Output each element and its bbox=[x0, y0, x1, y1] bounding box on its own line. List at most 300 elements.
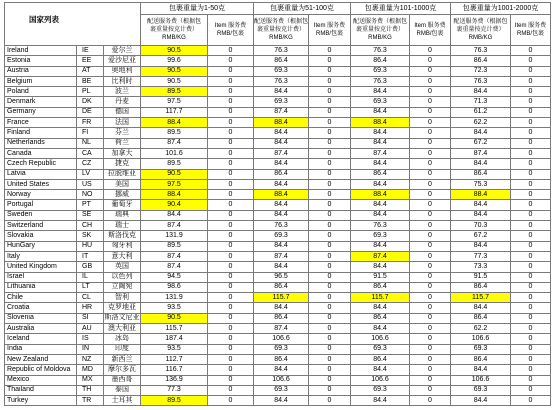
item-fee-cell: 0 bbox=[208, 303, 254, 313]
delivery-fee-cell: 88.4 bbox=[351, 118, 410, 128]
country-name-cell: Chile bbox=[5, 293, 77, 303]
delivery-fee-cell: 86.4 bbox=[254, 314, 309, 324]
item-fee-cell: 0 bbox=[208, 345, 254, 355]
item-fee-cell: 0 bbox=[309, 273, 351, 283]
item-fee-cell: 0 bbox=[309, 396, 351, 406]
table-row bbox=[5, 324, 551, 334]
country-chinese-name-cell: 丹麦 bbox=[104, 97, 141, 107]
weight-group-header: 包裹重量为1-50克 bbox=[141, 3, 254, 15]
delivery-fee-cell: 70.3 bbox=[451, 221, 511, 231]
delivery-fee-cell: 71.3 bbox=[451, 97, 511, 107]
table-row bbox=[5, 334, 551, 344]
country-chinese-name-cell: 加拿大 bbox=[104, 149, 141, 159]
table-header bbox=[5, 3, 551, 46]
table-row bbox=[5, 231, 551, 241]
delivery-fee-header-line: 配送服务费（根据包 bbox=[352, 19, 407, 25]
country-name-cell: Austria bbox=[5, 67, 77, 77]
delivery-fee-cell: 86.4 bbox=[451, 355, 511, 365]
country-code-cell: EE bbox=[77, 56, 104, 66]
item-fee-header bbox=[208, 15, 254, 46]
delivery-fee-cell: 84.4 bbox=[254, 396, 309, 406]
table-row bbox=[5, 180, 551, 190]
item-fee-cell: 0 bbox=[511, 303, 551, 313]
country-chinese-name-cell: 立陶宛 bbox=[104, 283, 141, 293]
delivery-fee-cell: 88.4 bbox=[254, 190, 309, 200]
item-fee-cell: 0 bbox=[208, 139, 254, 149]
delivery-fee-cell: 86.4 bbox=[451, 170, 511, 180]
item-fee-cell: 0 bbox=[309, 334, 351, 344]
country-name-cell: Iceland bbox=[5, 334, 77, 344]
item-fee-cell: 0 bbox=[309, 303, 351, 313]
country-name-cell: Lithuania bbox=[5, 283, 77, 293]
country-chinese-name-cell: 斯洛伐克 bbox=[104, 231, 141, 241]
item-fee-cell: 0 bbox=[410, 200, 451, 210]
item-fee-cell: 0 bbox=[511, 283, 551, 293]
item-fee-header-line: RMB/包裹 bbox=[216, 31, 244, 37]
item-fee-cell: 0 bbox=[410, 139, 451, 149]
item-fee-cell: 0 bbox=[208, 46, 254, 56]
delivery-fee-cell: 106.6 bbox=[351, 334, 410, 344]
item-fee-cell: 0 bbox=[208, 242, 254, 252]
item-fee-cell: 0 bbox=[309, 190, 351, 200]
delivery-fee-cell: 84.4 bbox=[451, 211, 511, 221]
country-code-cell: CL bbox=[77, 293, 104, 303]
item-fee-cell: 0 bbox=[511, 242, 551, 252]
country-chinese-name-cell: 英国 bbox=[104, 262, 141, 272]
table-row bbox=[5, 77, 551, 87]
country-name-cell: HunGary bbox=[5, 242, 77, 252]
item-fee-cell: 0 bbox=[208, 159, 254, 169]
delivery-fee-cell: 86.4 bbox=[351, 355, 410, 365]
item-fee-cell: 0 bbox=[410, 211, 451, 221]
item-fee-cell: 0 bbox=[511, 376, 551, 386]
item-fee-header bbox=[410, 15, 451, 46]
country-chinese-name-cell: 匈牙利 bbox=[104, 242, 141, 252]
item-fee-cell: 0 bbox=[208, 252, 254, 262]
delivery-fee-cell: 73.3 bbox=[451, 262, 511, 272]
delivery-fee-cell: 69.3 bbox=[351, 386, 410, 396]
delivery-fee-cell: 87.4 bbox=[254, 324, 309, 334]
country-code-cell: SI bbox=[77, 314, 104, 324]
item-fee-cell: 0 bbox=[410, 303, 451, 313]
item-fee-header-line: RMB/包裹 bbox=[315, 31, 343, 37]
item-fee-cell: 0 bbox=[208, 211, 254, 221]
delivery-fee-header-line: 配送服务费（根据包 bbox=[254, 19, 309, 25]
delivery-fee-cell: 84.4 bbox=[351, 324, 410, 334]
delivery-fee-cell: 187.4 bbox=[141, 334, 208, 344]
item-fee-cell: 0 bbox=[410, 190, 451, 200]
country-chinese-name-cell: 克罗地亚 bbox=[104, 303, 141, 313]
item-fee-cell: 0 bbox=[309, 77, 351, 87]
delivery-fee-cell: 90.5 bbox=[141, 77, 208, 87]
country-code-cell: CA bbox=[77, 149, 104, 159]
delivery-fee-cell: 97.5 bbox=[141, 97, 208, 107]
country-name-cell: New Zealand bbox=[5, 355, 77, 365]
table-row bbox=[5, 283, 551, 293]
item-fee-cell: 0 bbox=[410, 365, 451, 375]
weight-group-header: 包裹重量为101-1000克 bbox=[351, 3, 451, 15]
item-fee-cell: 0 bbox=[208, 97, 254, 107]
item-fee-cell: 0 bbox=[511, 56, 551, 66]
item-fee-cell: 0 bbox=[511, 293, 551, 303]
delivery-fee-cell: 86.4 bbox=[351, 314, 410, 324]
item-fee-cell: 0 bbox=[410, 293, 451, 303]
weight-group-header: 包裹重量为51-100克 bbox=[254, 3, 351, 15]
country-chinese-name-cell: 瑞典 bbox=[104, 211, 141, 221]
item-fee-cell: 0 bbox=[208, 273, 254, 283]
item-fee-cell: 0 bbox=[410, 170, 451, 180]
item-fee-cell: 0 bbox=[309, 149, 351, 159]
country-chinese-name-cell: 爱尔兰 bbox=[104, 46, 141, 56]
delivery-fee-cell: 89.5 bbox=[141, 128, 208, 138]
country-chinese-name-cell: 拉脱维亚 bbox=[104, 170, 141, 180]
item-fee-cell: 0 bbox=[511, 396, 551, 406]
delivery-fee-cell: 84.4 bbox=[451, 242, 511, 252]
table-row bbox=[5, 221, 551, 231]
country-name-cell: Thailand bbox=[5, 386, 77, 396]
delivery-fee-header-line: 裹重量按克计费） bbox=[149, 27, 198, 33]
country-code-cell: FI bbox=[77, 128, 104, 138]
country-chinese-name-cell: 比利时 bbox=[104, 77, 141, 87]
table-row bbox=[5, 386, 551, 396]
country-code-cell: NZ bbox=[77, 355, 104, 365]
country-chinese-name-cell: 葡萄牙 bbox=[104, 200, 141, 210]
item-fee-cell: 0 bbox=[309, 355, 351, 365]
delivery-fee-cell: 88.4 bbox=[254, 118, 309, 128]
country-chinese-name-cell: 智利 bbox=[104, 293, 141, 303]
delivery-fee-cell: 89.5 bbox=[141, 159, 208, 169]
item-fee-header bbox=[309, 15, 351, 46]
weight-group-header: 包裹重量为1001-2000克 bbox=[451, 3, 551, 15]
item-fee-cell: 0 bbox=[511, 97, 551, 107]
item-fee-cell: 0 bbox=[410, 314, 451, 324]
item-fee-cell: 0 bbox=[511, 324, 551, 334]
delivery-fee-cell: 84.4 bbox=[254, 262, 309, 272]
delivery-fee-cell: 69.3 bbox=[254, 67, 309, 77]
item-fee-cell: 0 bbox=[309, 376, 351, 386]
delivery-fee-header-line: 配送服务费（根据包 bbox=[453, 19, 508, 25]
country-name-cell: Israel bbox=[5, 273, 77, 283]
item-fee-cell: 0 bbox=[208, 190, 254, 200]
delivery-fee-cell: 136.9 bbox=[141, 376, 208, 386]
item-fee-cell: 0 bbox=[208, 396, 254, 406]
item-fee-cell: 0 bbox=[511, 211, 551, 221]
country-code-cell: LT bbox=[77, 283, 104, 293]
delivery-fee-cell: 84.4 bbox=[254, 200, 309, 210]
item-fee-cell: 0 bbox=[410, 283, 451, 293]
country-chinese-name-cell: 意大利 bbox=[104, 252, 141, 262]
delivery-fee-header-line: 裹重量按克计费） bbox=[256, 27, 305, 33]
item-fee-cell: 0 bbox=[410, 118, 451, 128]
item-fee-cell: 0 bbox=[309, 67, 351, 77]
item-fee-cell: 0 bbox=[208, 56, 254, 66]
item-fee-header-line: RMB/包裹 bbox=[416, 31, 444, 37]
delivery-fee-cell: 106.6 bbox=[351, 376, 410, 386]
delivery-fee-cell: 106.6 bbox=[254, 376, 309, 386]
country-chinese-name-cell: 捷克 bbox=[104, 159, 141, 169]
delivery-fee-cell: 87.4 bbox=[141, 252, 208, 262]
table-row bbox=[5, 211, 551, 221]
delivery-fee-cell: 86.4 bbox=[351, 56, 410, 66]
delivery-fee-cell: 87.4 bbox=[351, 252, 410, 262]
country-name-cell: Turkey bbox=[5, 396, 77, 406]
delivery-fee-cell: 69.3 bbox=[254, 97, 309, 107]
delivery-fee-cell: 94.5 bbox=[141, 273, 208, 283]
country-code-cell: IN bbox=[77, 345, 104, 355]
item-fee-cell: 0 bbox=[309, 314, 351, 324]
delivery-fee-cell: 99.6 bbox=[141, 56, 208, 66]
item-fee-cell: 0 bbox=[410, 262, 451, 272]
country-code-cell: NO bbox=[77, 190, 104, 200]
country-chinese-name-cell: 泰国 bbox=[104, 386, 141, 396]
delivery-fee-cell: 87.4 bbox=[351, 149, 410, 159]
item-fee-cell: 0 bbox=[410, 231, 451, 241]
table-row bbox=[5, 345, 551, 355]
item-fee-cell: 0 bbox=[309, 211, 351, 221]
delivery-fee-cell: 77.3 bbox=[141, 386, 208, 396]
country-name-cell: Mexico bbox=[5, 376, 77, 386]
item-fee-cell: 0 bbox=[511, 314, 551, 324]
country-name-cell: Slovakia bbox=[5, 231, 77, 241]
table-row bbox=[5, 67, 551, 77]
country-name-cell: United Kingdom bbox=[5, 262, 77, 272]
country-name-cell: Germany bbox=[5, 108, 77, 118]
item-fee-cell: 0 bbox=[309, 118, 351, 128]
delivery-fee-cell: 86.4 bbox=[351, 170, 410, 180]
country-name-cell: Latvia bbox=[5, 170, 77, 180]
country-code-cell: GB bbox=[77, 262, 104, 272]
item-fee-cell: 0 bbox=[208, 283, 254, 293]
delivery-fee-cell: 61.2 bbox=[451, 108, 511, 118]
item-fee-cell: 0 bbox=[309, 345, 351, 355]
item-fee-cell: 0 bbox=[208, 77, 254, 87]
delivery-fee-cell: 84.4 bbox=[351, 211, 410, 221]
delivery-fee-cell: 90.5 bbox=[141, 314, 208, 324]
country-chinese-name-cell: 法国 bbox=[104, 118, 141, 128]
country-name-cell: France bbox=[5, 118, 77, 128]
delivery-fee-cell: 131.9 bbox=[141, 231, 208, 241]
item-fee-cell: 0 bbox=[208, 231, 254, 241]
item-fee-cell: 0 bbox=[309, 46, 351, 56]
country-name-cell: Czech Republic bbox=[5, 159, 77, 169]
delivery-fee-cell: 72.3 bbox=[451, 67, 511, 77]
country-code-cell: IT bbox=[77, 252, 104, 262]
delivery-fee-cell: 87.4 bbox=[141, 262, 208, 272]
delivery-fee-cell: 69.3 bbox=[351, 345, 410, 355]
item-fee-cell: 0 bbox=[511, 118, 551, 128]
item-fee-cell: 0 bbox=[511, 273, 551, 283]
delivery-fee-cell: 69.3 bbox=[451, 386, 511, 396]
table-row bbox=[5, 87, 551, 97]
delivery-fee-cell: 117.7 bbox=[141, 108, 208, 118]
delivery-fee-cell: 97.5 bbox=[141, 180, 208, 190]
delivery-fee-cell: 75.3 bbox=[451, 180, 511, 190]
item-fee-cell: 0 bbox=[309, 252, 351, 262]
country-name-cell: Italy bbox=[5, 252, 77, 262]
item-fee-cell: 0 bbox=[309, 200, 351, 210]
delivery-fee-cell: 76.3 bbox=[351, 221, 410, 231]
delivery-fee-cell: 84.4 bbox=[254, 159, 309, 169]
item-fee-cell: 0 bbox=[511, 67, 551, 77]
delivery-fee-cell: 86.4 bbox=[254, 56, 309, 66]
country-chinese-name-cell: 荷兰 bbox=[104, 139, 141, 149]
item-fee-cell: 0 bbox=[511, 386, 551, 396]
country-chinese-name-cell: 爱沙尼亚 bbox=[104, 56, 141, 66]
country-chinese-name-cell: 美国 bbox=[104, 180, 141, 190]
delivery-fee-cell: 69.3 bbox=[451, 345, 511, 355]
item-fee-cell: 0 bbox=[208, 180, 254, 190]
item-fee-cell: 0 bbox=[410, 128, 451, 138]
delivery-fee-header-line: 裹重量按克计费） bbox=[355, 27, 404, 33]
country-name-cell: Estonia bbox=[5, 56, 77, 66]
table-row bbox=[5, 200, 551, 210]
item-fee-cell: 0 bbox=[511, 108, 551, 118]
item-fee-cell: 0 bbox=[410, 67, 451, 77]
delivery-fee-header-line: 配送服务费（根据包 bbox=[146, 19, 201, 25]
country-name-cell: Republic of Moldova bbox=[5, 365, 77, 375]
delivery-fee-cell: 76.3 bbox=[254, 46, 309, 56]
delivery-fee-cell: 90.5 bbox=[141, 67, 208, 77]
table-row bbox=[5, 365, 551, 375]
item-fee-cell: 0 bbox=[208, 108, 254, 118]
item-fee-cell: 0 bbox=[309, 386, 351, 396]
country-name-cell: Australia bbox=[5, 324, 77, 334]
delivery-fee-cell: 106.6 bbox=[254, 334, 309, 344]
delivery-fee-cell: 84.4 bbox=[351, 108, 410, 118]
delivery-fee-cell: 101.6 bbox=[141, 149, 208, 159]
country-chinese-name-cell: 摩尔多瓦 bbox=[104, 365, 141, 375]
item-fee-cell: 0 bbox=[410, 159, 451, 169]
table-row bbox=[5, 128, 551, 138]
item-fee-cell: 0 bbox=[511, 170, 551, 180]
country-code-cell: AT bbox=[77, 67, 104, 77]
delivery-fee-cell: 89.5 bbox=[141, 242, 208, 252]
delivery-fee-cell: 84.4 bbox=[351, 200, 410, 210]
delivery-fee-cell: 96.5 bbox=[254, 273, 309, 283]
item-fee-cell: 0 bbox=[511, 139, 551, 149]
country-name-cell: Sweden bbox=[5, 211, 77, 221]
delivery-fee-cell: 84.4 bbox=[351, 242, 410, 252]
delivery-fee-cell: 69.3 bbox=[254, 345, 309, 355]
country-name-cell: Slovenia bbox=[5, 314, 77, 324]
delivery-fee-cell: 84.4 bbox=[254, 303, 309, 313]
country-code-cell: DK bbox=[77, 97, 104, 107]
item-fee-cell: 0 bbox=[208, 118, 254, 128]
item-fee-cell: 0 bbox=[309, 262, 351, 272]
delivery-fee-cell: 115.7 bbox=[351, 293, 410, 303]
delivery-fee-cell: 67.2 bbox=[451, 231, 511, 241]
delivery-fee-cell: 84.4 bbox=[141, 211, 208, 221]
delivery-fee-cell: 87.4 bbox=[254, 108, 309, 118]
delivery-fee-cell: 88.4 bbox=[351, 190, 410, 200]
country-code-cell: SE bbox=[77, 211, 104, 221]
country-code-cell: CH bbox=[77, 221, 104, 231]
country-code-cell: SK bbox=[77, 231, 104, 241]
delivery-fee-cell: 115.7 bbox=[141, 324, 208, 334]
item-fee-cell: 0 bbox=[511, 149, 551, 159]
item-fee-cell: 0 bbox=[410, 324, 451, 334]
item-fee-header-line: Item 服务费 bbox=[414, 23, 446, 29]
item-fee-cell: 0 bbox=[511, 77, 551, 87]
country-code-cell: US bbox=[77, 180, 104, 190]
country-code-cell: MX bbox=[77, 376, 104, 386]
item-fee-header-line: Item 服务费 bbox=[313, 23, 346, 29]
delivery-fee-cell: 84.4 bbox=[351, 87, 410, 97]
table-row bbox=[5, 56, 551, 66]
table-row bbox=[5, 159, 551, 169]
table-row bbox=[5, 273, 551, 283]
item-fee-cell: 0 bbox=[208, 355, 254, 365]
item-fee-cell: 0 bbox=[208, 386, 254, 396]
delivery-fee-cell: 90.5 bbox=[141, 170, 208, 180]
delivery-fee-cell: 84.4 bbox=[351, 139, 410, 149]
delivery-fee-cell: 98.6 bbox=[141, 283, 208, 293]
item-fee-cell: 0 bbox=[208, 87, 254, 97]
table-row bbox=[5, 46, 551, 56]
delivery-fee-cell: 76.3 bbox=[254, 221, 309, 231]
country-code-cell: BE bbox=[77, 77, 104, 87]
delivery-fee-cell: 86.4 bbox=[451, 283, 511, 293]
item-fee-cell: 0 bbox=[208, 170, 254, 180]
item-fee-cell: 0 bbox=[309, 231, 351, 241]
item-fee-cell: 0 bbox=[410, 386, 451, 396]
delivery-fee-header-line: RMB/KG bbox=[368, 35, 392, 41]
item-fee-cell: 0 bbox=[410, 273, 451, 283]
item-fee-cell: 0 bbox=[410, 149, 451, 159]
delivery-fee-header bbox=[141, 15, 208, 46]
country-chinese-name-cell: 德国 bbox=[104, 108, 141, 118]
country-chinese-name-cell: 印度 bbox=[104, 345, 141, 355]
country-name-cell: Finland bbox=[5, 128, 77, 138]
delivery-fee-cell: 76.3 bbox=[451, 77, 511, 87]
delivery-fee-cell: 86.4 bbox=[351, 283, 410, 293]
delivery-fee-cell: 76.3 bbox=[451, 46, 511, 56]
delivery-fee-cell: 84.4 bbox=[254, 87, 309, 97]
country-code-cell: HU bbox=[77, 242, 104, 252]
delivery-fee-cell: 84.4 bbox=[451, 365, 511, 375]
delivery-fee-cell: 86.4 bbox=[451, 314, 511, 324]
item-fee-cell: 0 bbox=[309, 293, 351, 303]
delivery-fee-cell: 84.4 bbox=[451, 159, 511, 169]
delivery-fee-cell: 69.3 bbox=[254, 386, 309, 396]
country-name-cell: Denmark bbox=[5, 97, 77, 107]
country-name-cell: Switzerland bbox=[5, 221, 77, 231]
item-fee-cell: 0 bbox=[309, 128, 351, 138]
item-fee-cell: 0 bbox=[511, 355, 551, 365]
country-chinese-name-cell: 瑞士 bbox=[104, 221, 141, 231]
country-code-cell: FR bbox=[77, 118, 104, 128]
item-fee-cell: 0 bbox=[309, 180, 351, 190]
delivery-fee-cell: 84.4 bbox=[351, 365, 410, 375]
country-code-cell: NL bbox=[77, 139, 104, 149]
delivery-fee-header bbox=[451, 15, 511, 46]
delivery-fee-cell: 84.4 bbox=[451, 200, 511, 210]
table-row bbox=[5, 170, 551, 180]
delivery-fee-cell: 67.2 bbox=[451, 139, 511, 149]
item-fee-cell: 0 bbox=[208, 262, 254, 272]
delivery-fee-cell: 76.3 bbox=[351, 77, 410, 87]
delivery-fee-cell: 116.7 bbox=[141, 365, 208, 375]
item-fee-cell: 0 bbox=[410, 97, 451, 107]
delivery-fee-header-line: RMB/KG bbox=[162, 35, 186, 41]
country-code-cell: LV bbox=[77, 170, 104, 180]
item-fee-cell: 0 bbox=[410, 180, 451, 190]
delivery-fee-cell: 84.4 bbox=[451, 396, 511, 406]
delivery-fee-header-line: RMB/KG bbox=[269, 35, 293, 41]
item-fee-cell: 0 bbox=[511, 46, 551, 56]
item-fee-cell: 0 bbox=[309, 87, 351, 97]
table-row bbox=[5, 355, 551, 365]
